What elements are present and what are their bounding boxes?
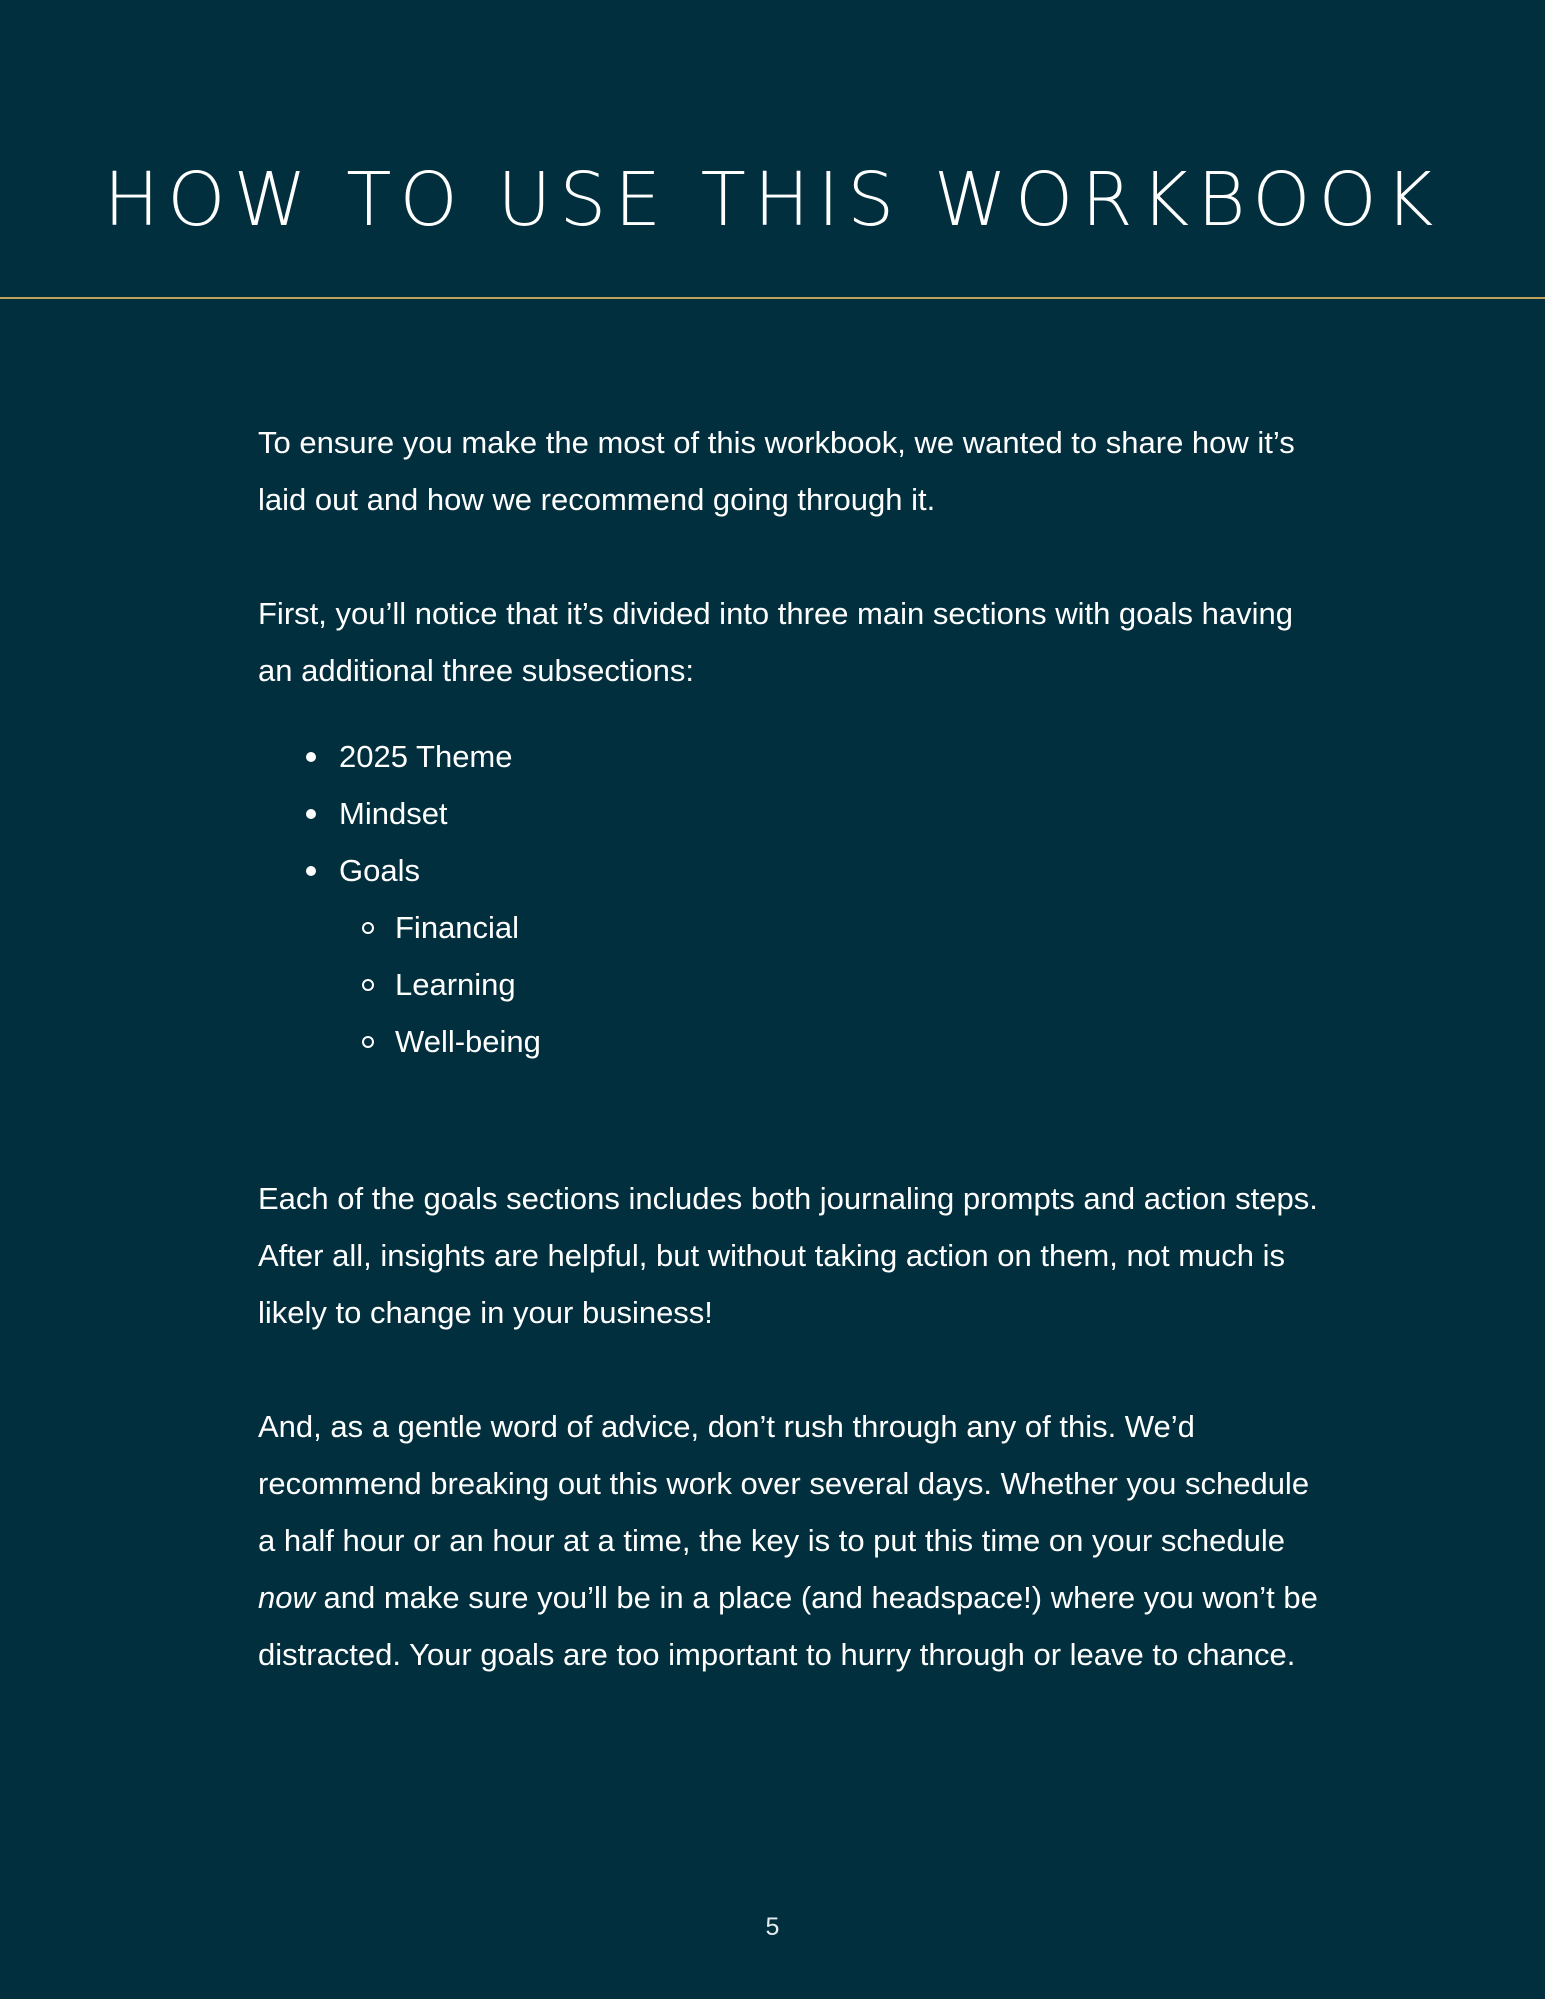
list-item-label: Learning xyxy=(395,967,516,1002)
goals-subsections-list xyxy=(339,899,1318,1070)
sections-intro-paragraph: First, you’ll notice that it’s divided into three main sections with goals having an additional three subsections: xyxy=(258,596,1294,688)
list-item-label: Financial xyxy=(395,910,520,945)
list-item-label: Mindset xyxy=(339,796,448,831)
hollow-bullet-icon xyxy=(362,979,374,991)
main-content xyxy=(258,414,1318,1683)
list-item-label: Goals xyxy=(339,853,420,888)
list-item xyxy=(395,1013,1318,1070)
list-item-label: Well-being xyxy=(395,1024,541,1059)
hollow-bullet-icon xyxy=(362,1036,374,1048)
list-item xyxy=(395,956,1318,1013)
advice-paragraph xyxy=(258,1398,1318,1683)
advice-text-start: And, as a gentle word of advice, don’t rush through any of this. We’d recommend breaking out this work over several days. Whether you schedule a half hour or an hour at a time, the key is to put this time on your schedule xyxy=(258,1409,1310,1558)
advice-text-end: and make sure you’ll be in a place (and headspace!) where you won’t be distracted. Your goals are too important to hurry through or leave to chance. xyxy=(258,1580,1318,1672)
title-divider xyxy=(0,297,1545,299)
list-item xyxy=(339,785,1318,842)
bullet-icon xyxy=(306,866,316,876)
goals-sections-paragraph: Each of the goals sections includes both journaling prompts and action steps. After all, insights are helpful, but without taking action on them, not much is likely to change in your business! xyxy=(258,1181,1318,1330)
bullet-icon xyxy=(306,752,316,762)
hollow-bullet-icon xyxy=(362,922,374,934)
bullet-icon xyxy=(306,809,316,819)
list-item xyxy=(395,899,1318,956)
list-item-label: 2025 Theme xyxy=(339,739,513,774)
intro-paragraph: To ensure you make the most of this workbook, we wanted to share how it’s laid out and how we recommend going through it. xyxy=(258,425,1295,517)
list-item xyxy=(339,842,1318,1070)
page-number: 5 xyxy=(765,1913,780,1941)
page-title: HOW TO USE THIS WORKBOOK xyxy=(103,157,1442,243)
list-item xyxy=(339,728,1318,785)
advice-emphasis: now xyxy=(258,1580,315,1615)
sections-list xyxy=(258,728,1318,1070)
